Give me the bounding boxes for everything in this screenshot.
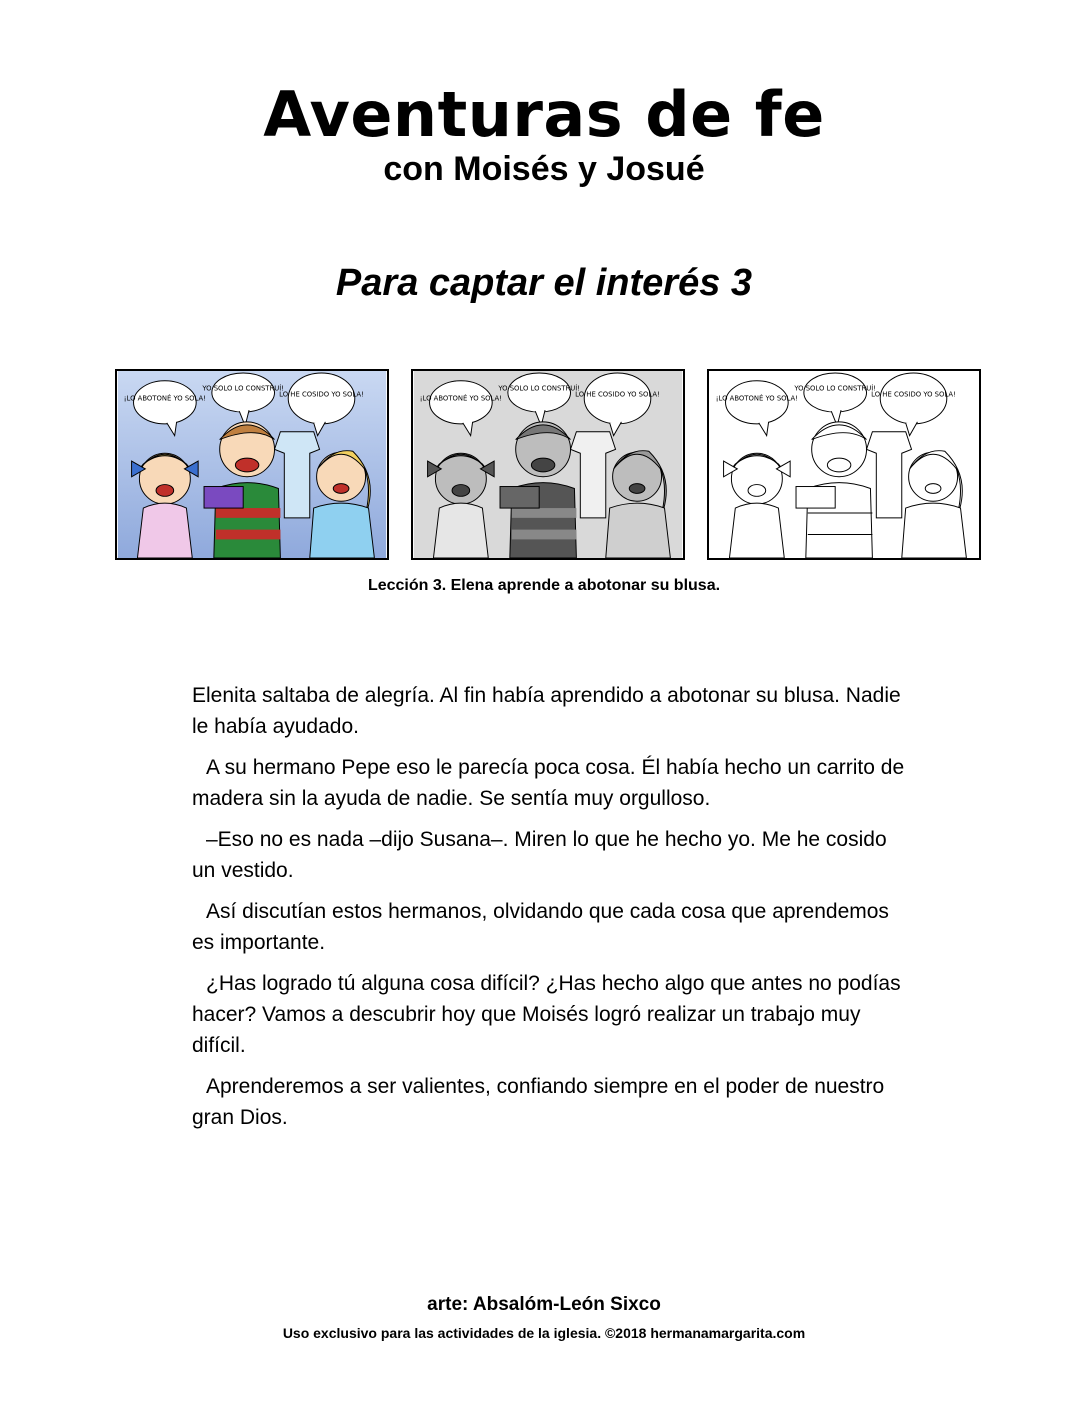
bubble-text-left: ¡LO ABOTONÉ YO SOLA! xyxy=(123,394,206,403)
comic-illustration-color xyxy=(117,371,387,558)
usage-notice: Uso exclusivo para las actividades de la iglesia. ©2018 hermanamargarita.com xyxy=(282,1325,806,1341)
comic-illustration-line-art xyxy=(709,371,979,558)
illustration-panel-color xyxy=(115,369,389,560)
illustration-caption: Lección 3. Elena aprende a abotonar su blusa. xyxy=(367,577,721,594)
illustration-panel-grayscale xyxy=(411,369,685,560)
story-paragraph: A su hermano Pepe eso le parecía poca cosa. Él había hecho un carrito de madera sin la ayuda de nadie. Se sentía muy orgulloso. xyxy=(192,756,905,810)
story-paragraph: Así discutían estos hermanos, olvidando que cada cosa que aprendemos es importante. xyxy=(192,900,889,954)
story-paragraph: Elenita saltaba de alegría. Al fin había aprendido a abotonar su blusa. Nadie le había ayudado. xyxy=(192,684,901,738)
bubble-text-right: LO HE COSIDO YO SOLA! xyxy=(871,390,956,399)
page-subtitle: con Moisés y Josué xyxy=(383,150,705,188)
bubble-text-middle: YO SOLO LO CONSTRUÍ! xyxy=(794,384,877,393)
illustration-panel-line-art xyxy=(707,369,981,560)
section-title: Para captar el interés 3 xyxy=(335,262,753,304)
illustration-panels xyxy=(115,369,983,562)
story-paragraph: –Eso no es nada –dijo Susana–. Miren lo que he hecho yo. Me he cosido un vestido. xyxy=(192,828,887,882)
bubble-text-left: ¡LO ABOTONÉ YO SOLA! xyxy=(419,394,502,403)
story-text xyxy=(192,680,912,1143)
story-paragraph: ¿Has logrado tú alguna cosa difícil? ¿Has hecho algo que antes no podías hacer? Vamos a descubrir hoy que Moisés logró realizar un trabajo muy difícil. xyxy=(192,972,901,1057)
story-paragraph: Aprenderemos a ser valientes, confiando siempre en el poder de nuestro gran Dios. xyxy=(192,1075,885,1129)
bubble-text-right: LO HE COSIDO YO SOLA! xyxy=(575,390,660,399)
page-title: Aventuras de fe xyxy=(263,78,825,151)
comic-illustration-grayscale xyxy=(413,371,683,558)
bubble-text-middle: YO SOLO LO CONSTRUÍ! xyxy=(202,384,285,393)
bubble-text-middle: YO SOLO LO CONSTRUÍ! xyxy=(498,384,581,393)
bubble-text-right: LO HE COSIDO YO SOLA! xyxy=(279,390,364,399)
bubble-text-left: ¡LO ABOTONÉ YO SOLA! xyxy=(715,394,798,403)
art-credit: arte: Absalóm-León Sixco xyxy=(427,1294,661,1315)
